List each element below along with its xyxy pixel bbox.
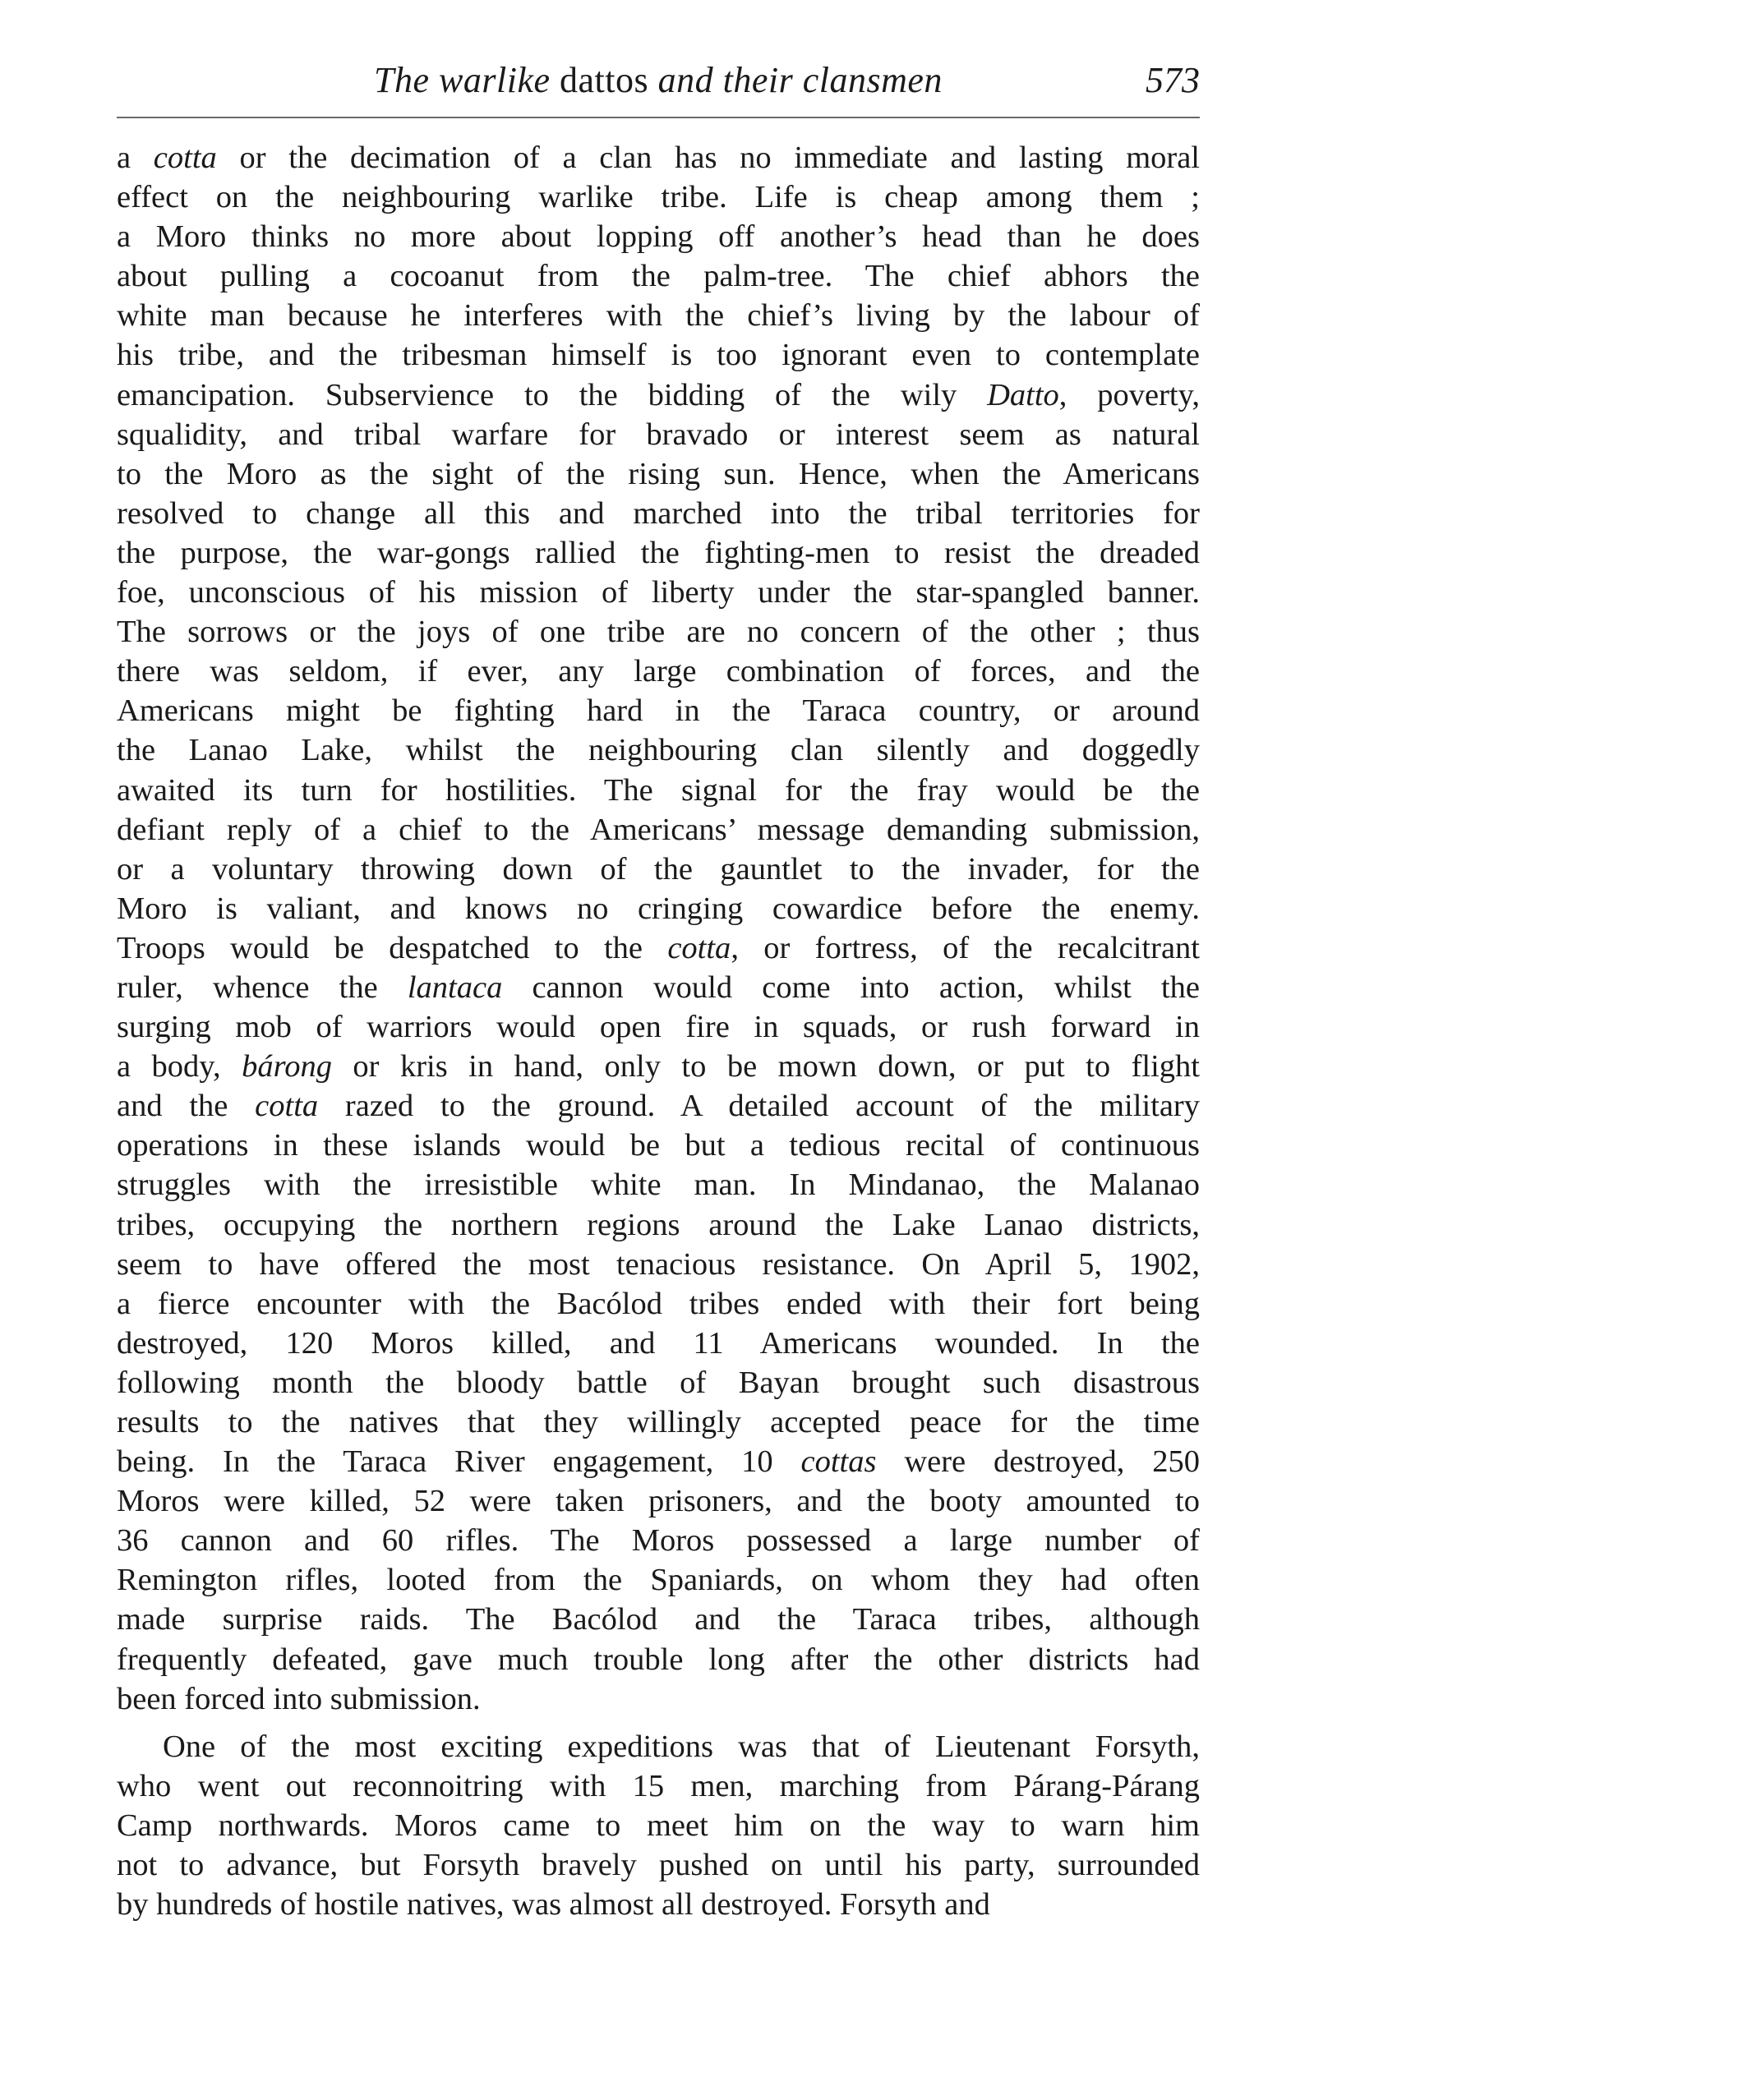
text-line: squalidity, and tribal warfare for bravado or interest seem as natural [117,417,1200,452]
text-line: surging mob of warriors would open fire in squads, or rush forward in [117,1010,1200,1045]
text-line: Troops would be despatched to the cotta, or fortress, of the recalcitrant [117,930,1200,965]
text-line: the Lanao Lake, whilst the neighbouring clan silently and doggedly [117,733,1200,768]
text-line: frequently defeated, gave much trouble long after the other districts had [117,1642,1200,1677]
text-line: Moro is valiant, and knows no cringing cowardice before the enemy. [117,891,1200,926]
text-line: tribes, occupying the northern regions around the Lake Lanao districts, [117,1207,1200,1242]
page-number: 573 [1146,60,1200,100]
text-line: emancipation. Subservience to the bidding of the wily Datto, poverty, [117,377,1200,412]
text-line: by hundreds of hostile natives, was almost all destroyed. Forsyth and [117,1887,990,1923]
text-line: resolved to change all this and marched into the tribal territories for [117,495,1200,531]
paragraph-gap [117,1719,1200,1727]
text-line: awaited its turn for hostilities. The signal for the fray would be the [117,772,1200,808]
body-text [117,138,1200,1924]
text-line: results to the natives that they willingly accepted peace for the time [117,1405,1200,1439]
text-line: 36 cannon and 60 rifles. The Moros possessed a large number of [117,1523,1200,1559]
text-line: The sorrows or the joys of one tribe are no concern of the other ; thus [117,615,1200,650]
italic-term: Datto [987,377,1059,412]
text-line: and the cotta razed to the ground. A detailed account of the military [117,1089,1200,1124]
text-line: following month the bloody battle of Bayan brought such disastrous [117,1365,1200,1400]
text-line: a cotta or the decimation of a clan has no immediate and lasting moral [117,140,1200,175]
text-line: seem to have offered the most tenacious resistance. On April 5, 1902, [117,1246,1200,1282]
italic-term: bárong [242,1049,332,1085]
italic-term: cotta [667,930,731,965]
text-line: One of the most exciting expeditions was that of Lieutenant Forsyth, [163,1729,1200,1764]
running-title-italic-2: and their clansmen [657,60,943,100]
text-line: a Moro thinks no more about lopping off another’s head than he does [117,219,1200,255]
text-line: his tribe, and the tribesman himself is too ignorant even to contemplate [117,338,1200,373]
text-line: being. In the Taraca River engagement, 10 cottas were destroyed, 250 [117,1444,1200,1480]
text-line: there was seldom, if ever, any large combination of forces, and the [117,654,1200,689]
text-line: Remington rifles, looted from the Spaniards, on whom they had often [117,1563,1200,1598]
text-line: or a voluntary throwing down of the gauntlet to the invader, for the [117,851,1200,887]
italic-term: cotta [255,1089,319,1124]
text-line: made surprise raids. The Bacólod and the Taraca tribes, although [117,1602,1200,1637]
text-line: white man because he interferes with the chief’s living by the labour of [117,298,1200,334]
text-line: about pulling a cocoanut from the palm-tree. The chief abhors the [117,259,1200,294]
running-title [117,56,1200,105]
text-line: a body, bárong or kris in hand, only to be mown down, or put to flight [117,1049,1200,1085]
running-title-italic-1: The warlike [374,60,551,100]
text-line: Moros were killed, 52 were taken prisoners, and the booty amounted to [117,1484,1200,1519]
text-line: not to advance, but Forsyth bravely pushed on until his party, surrounded [117,1848,1200,1883]
text-line: Camp northwards. Moros came to meet him on the way to warn him [117,1808,1200,1843]
text-line: the purpose, the war-gongs rallied the fighting-men to resist the dreaded [117,535,1200,570]
text-line: foe, unconscious of his mission of liberty under the star-spangled banner. [117,575,1200,610]
running-title-roman: dattos [560,60,649,100]
italic-term: lantaca [407,969,503,1005]
header-rule [117,117,1200,118]
text-line: who went out reconnoitring with 15 men, marching from Párang-Párang [117,1768,1200,1803]
text-line: a fierce encounter with the Bacólod tribes ended with their fort being [117,1286,1200,1321]
italic-term: cottas [800,1444,877,1480]
text-line: Americans might be fighting hard in the Taraca country, or around [117,693,1200,729]
text-line: ruler, whence the lantaca cannon would come into action, whilst the [117,969,1200,1005]
text-line: to the Moro as the sight of the rising sun. Hence, when the Americans [117,456,1200,491]
text-line: effect on the neighbouring warlike tribe. Life is cheap among them ; [117,180,1200,215]
running-head [117,56,1200,113]
text-line: operations in these islands would be but a tedious recital of continuous [117,1128,1200,1163]
text-line: been forced into submission. [117,1681,481,1716]
text-line: defiant reply of a chief to the Americans’ message demanding submission, [117,812,1200,847]
text-line: destroyed, 120 Moros killed, and 11 Americans wounded. In the [117,1325,1200,1361]
text-line: struggles with the irresistible white man. In Mindanao, the Malanao [117,1167,1200,1203]
italic-term: cotta [153,140,217,175]
